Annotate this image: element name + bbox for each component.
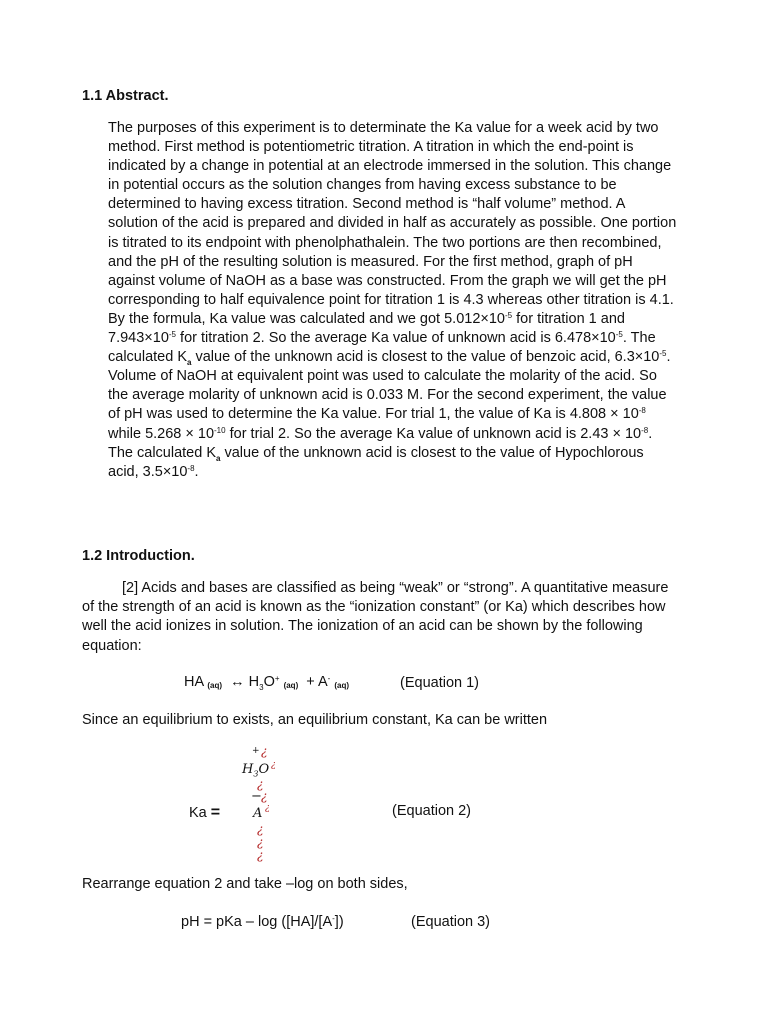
abstract-paragraph: The purposes of this experiment is to determinate the Ka value for a week acid by two method. First method is potentiometric titration. A titration in which the end-point is indicated by a change in potential at an electrode immersed in the solution. This change in potential occurs as the solution changes from having excess substance to be determined to having excess titration. Second method is “half volume” method. A solution of the acid is prepared and divided in half as accurately as possible. One portion is titrated to its endpoint with phenolphathalein. The two portions are then recombined, and the pH of the resulting solution is measured. For the first method, graph of pH against volume of NaOH as a base was constructed. From the graph we will get the pH corresponding to half equivalence point for titration 1 is 4.3 whereas other titration is 4.1. By the formula, Ka value was calculated and we got $5.012\times 10^{-5}$ for titration 1 and $7.943\times 10^{-5}$ for titration 2. So the average Ka value of unknown acid is $6.478\times 10^{-5}$. The calculated $K_a$ value of the unknown acid is closest to the value of benzoic acid, $6.3\times 10^{-5}$. Volume of NaOH at equivalent point was used to calculate the molarity of the acid. So the average molarity of unknown acid is 0.033 M. For the second experiment, the value of pH was used to determine the Ka value. For trial 1, the value of Ka is $4.808 \times 10^{-8}$ while $5.268 \times 10^{-10}$ for trial 2. So the average Ka value of unknown acid is $2.43 \times 10^{-8}$. The calculated $K_a$ value of the unknown acid is closest to the value of Hypochlorous acid, $3.5\times 10^{-8}$. [108, 120, 677, 480]
equation-1: HA (aq) ↔ $H_3O^+$ (aq) + A- (aq) [184, 674, 350, 692]
rearrange-sentence: Rearrange equation 2 and take –log on both sides, [82, 876, 408, 892]
equation-3: pH = pKa – log ([HA]/[A-]) [181, 914, 344, 930]
introduction-paragraph: [2] Acids and bases are classified as being “weak” or “strong”. A quantitative measure of the strength of an acid is known as the “ionization constant” (or Ka) which describes how well the acid ionizes in solution. The ionization of an acid can be shown by the following equation: [82, 580, 669, 654]
equilibrium-sentence: Since an equilibrium to exists, an equilibrium constant, Ka can be written [82, 712, 548, 728]
equation-3-label: (Equation 3) [411, 914, 490, 930]
equation-2-label: (Equation 2) [392, 803, 471, 819]
equation-2-fraction: + ¿ $H_3O$ ¿ ¿ − ¿ A ¿ ¿ ¿ ¿ [242, 744, 276, 862]
section-heading-abstract: 1.1 Abstract. [82, 88, 169, 104]
equation-1-label: (Equation 1) [400, 675, 479, 691]
ka-expression-label: Ka = [189, 804, 221, 821]
section-heading-introduction: 1.2 Introduction. [82, 548, 195, 564]
